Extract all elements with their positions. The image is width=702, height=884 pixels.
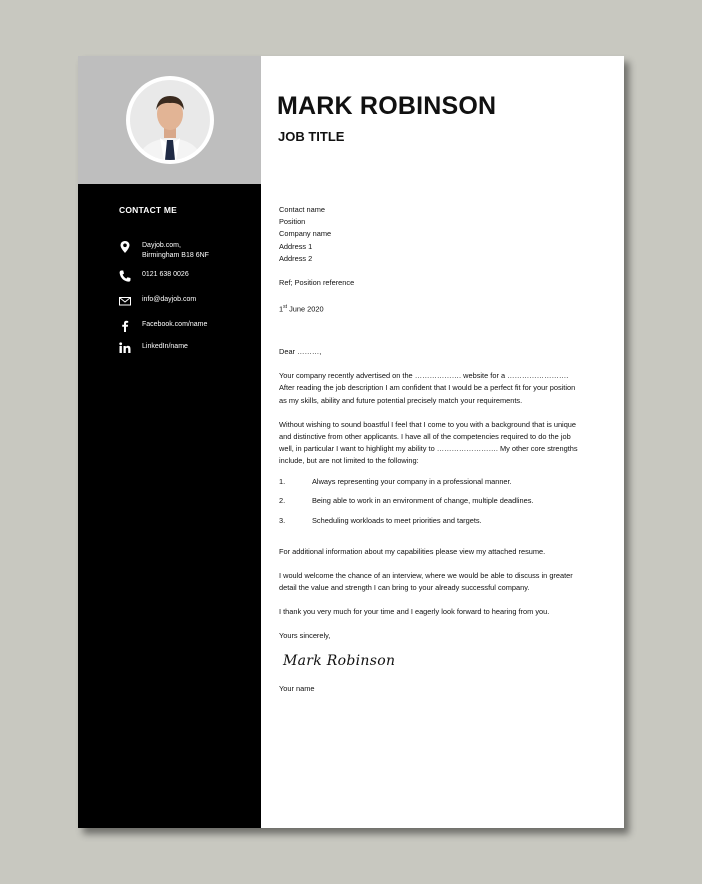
list-item: 3. Scheduling workloads to meet priorities and targets. [279,515,482,525]
facebook-link: Facebook.com/name [142,321,208,328]
address-line-1: Dayjob.com, [142,242,181,249]
paragraph-3: For additional information about my capabilities please view my attached resume. [279,546,546,556]
recipient-address [279,204,579,265]
list-item: 1. Always representing your company in a professional manner. [279,476,512,486]
letter-date: 1st June 2020 [279,304,324,314]
location-pin-icon [118,240,132,254]
sidebar-contact-panel [78,184,261,828]
paragraph-5: I thank you very much for your time and I eagerly look forward to hearing from you. [279,607,550,617]
address-line-2: Address 2 [279,253,313,263]
phone-icon [118,269,132,283]
facebook-icon [118,319,132,333]
email-icon [118,294,132,308]
address-company: Company name [279,229,332,239]
address-contact-name: Contact name [279,205,326,214]
address-position: Position [279,217,306,227]
email-address: info@dayjob.com [142,296,197,303]
address-line-1: Address 1 [279,241,313,251]
sidebar-photo-panel [78,56,261,184]
phone-number: 0121 638 0026 [142,271,189,278]
paragraph-1: Your company recently advertised on the ………………. website for a ……………………. After reading the job description I am confident that I would be a perfect fit for your position as my skills, ability and future potential precisely match your requirements. [279,371,576,405]
salutation: Dear ………, [279,346,322,356]
contact-heading: CONTACT ME [119,205,178,215]
reference-line: Ref; Position reference [279,278,355,288]
linkedin-icon [118,341,132,355]
strengths-list [279,476,579,528]
letter-body [279,204,579,695]
applicant-name: MARK ROBINSON [277,92,497,120]
paragraph-4: I would welcome the chance of an interview, where we would be able to discuss in greater detail the value and strength I can bring to your already successful company. [279,570,573,593]
your-name: Your name [279,683,315,693]
job-title: JOB TITLE [278,129,345,144]
signature: Mark Robinson [283,652,396,669]
profile-photo [130,80,210,160]
linkedin-link: LinkedIn/name [142,343,188,350]
paragraph-2: Without wishing to sound boastful I feel that I come to you with a background that is unique and distinctive from other applicants. I have all of the competencies required to do the job well, in particular I want to highlight my ability to ……………………. My other core strengths include, but are not limited to the following: [279,419,578,466]
address-line-2: Birmingham B18 6NF [142,252,209,259]
list-item: 2. Being able to work in an environment of change, multiple deadlines. [279,496,534,506]
cover-letter-page [78,56,624,828]
avatar [126,76,214,164]
closing: Yours sincerely, [279,631,331,641]
